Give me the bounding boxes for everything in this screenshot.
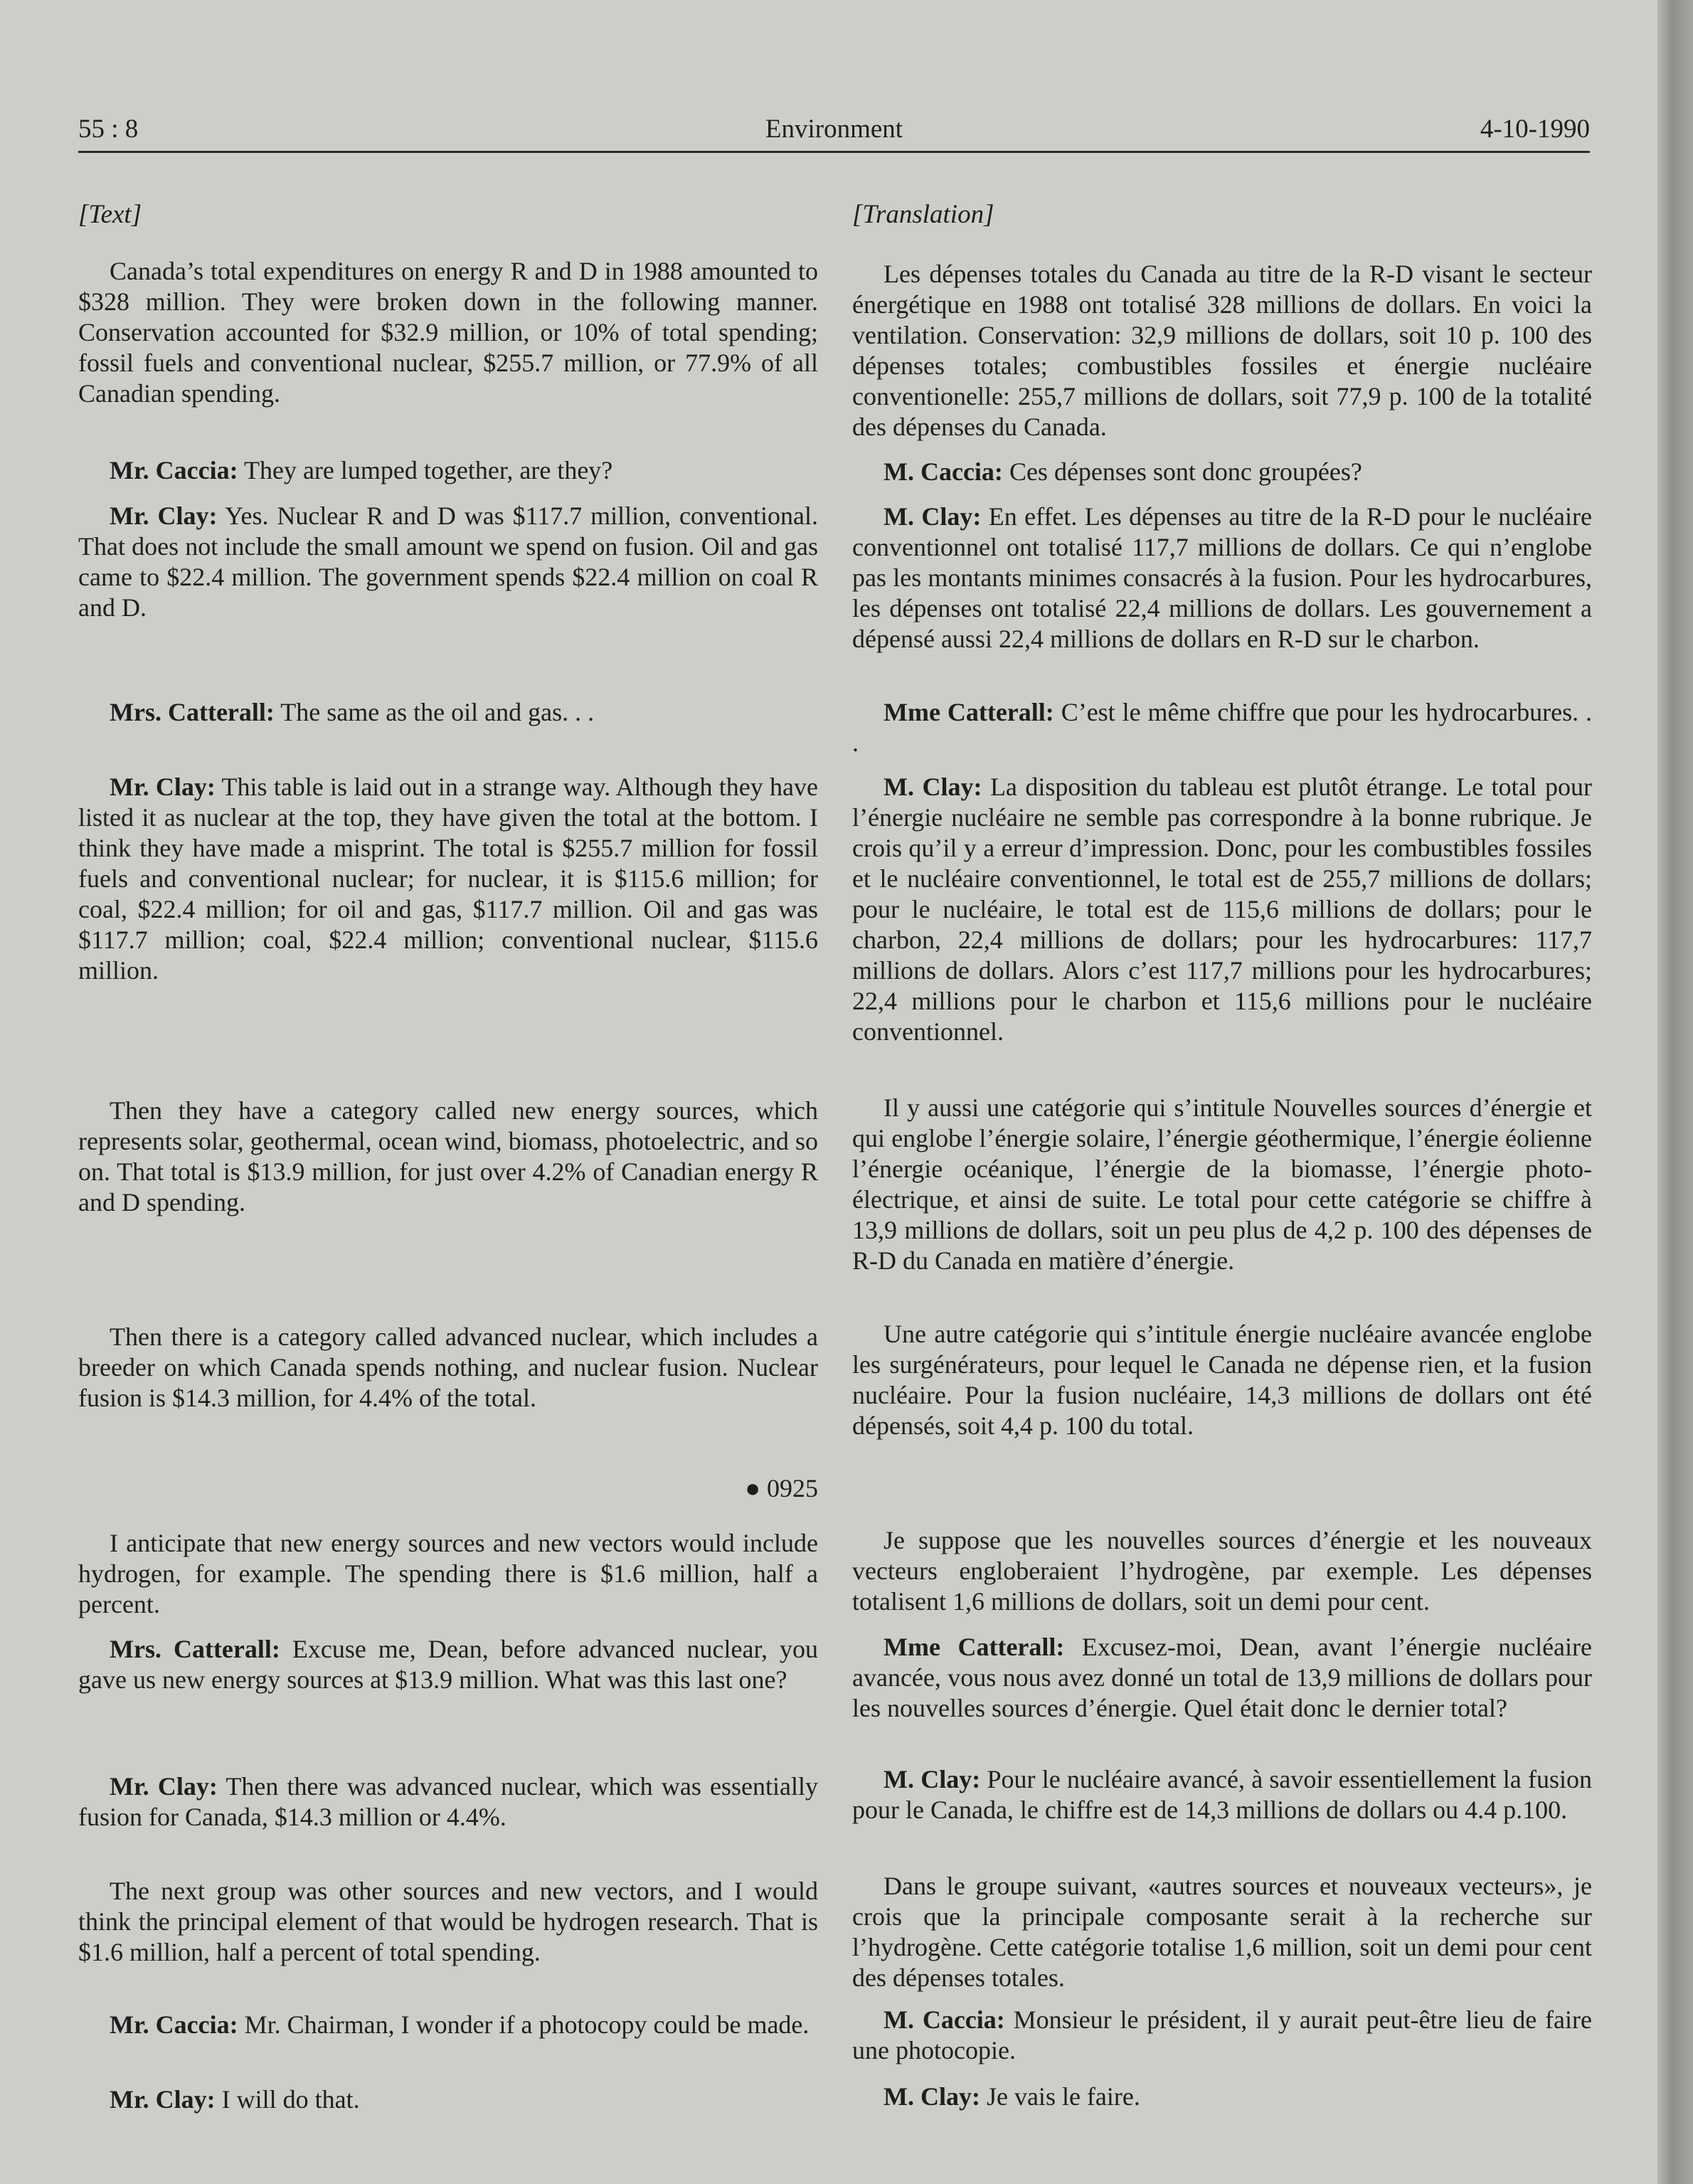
paragraph (78, 1771, 818, 1833)
paragraph (852, 2082, 1592, 2112)
paragraph-text: Excuse me, Dean, before advanced nuclear, you gave us new energy sources at $13.9 million. What was this last one? (78, 1635, 818, 1694)
paragraph-text: Dans le groupe suivant, «autres sources et nouveaux vecteurs», je crois que la principale composante serait à la recherche sur l’hydrogène. Cette catégorie totalise 1,6 million, soit un demi pour cent des dépenses totales. (852, 1872, 1592, 1992)
paragraph-text: I anticipate that new energy sources and new vectors would include hydrogen, for example. The spending there is $1.6 million, half a percent. (78, 1529, 818, 1618)
paragraph-text: Mr. Chairman, I wonder if a photocopy could be made. (244, 2010, 810, 2039)
paragraph-text: The next group was other sources and new vectors, and I would think the principal element of that would be hydrogen research. That is $1.6 million, half a percent of total spending. (78, 1877, 818, 1966)
running-title: Environment (765, 115, 903, 144)
paragraph (78, 2010, 818, 2040)
paragraph-text: Les dépenses totales du Canada au titre de la R-D visant le secteur énergétique en 1988 ont totalisé 328 millions de dollars. En voici la ventilation. Conservation: 32,9 millions de dollars, soit 10 p. 100 des dépenses totales; combustibles fossiles et énergie nucléaire conventionelle: 255,7 millions de dollars, soit 77,9 p. 100 de la totalité des dépenses du Canada. (852, 260, 1592, 441)
paragraph (852, 697, 1592, 758)
paragraph (852, 1871, 1592, 1993)
paragraph-text: Monsieur le président, il y aurait peut-être lieu de faire une photocopie. (852, 2005, 1592, 2064)
speaker-name: Mr. Caccia: (110, 456, 238, 484)
paragraph-text: This table is laid out in a strange way. Although they have listed it as nuclear at the top, they have given the total at the bottom. I think they have made a misprint. The total is $255.7 million for fossil fuels and conventional nuclear; for nuclear, it is $115.6 million; for coal, $22.4 million; for oil and gas, $117.7 million. Oil and gas was $117.7 million; coal, $22.4 million; conventional nuclear, $115.6 million. (78, 773, 818, 985)
paragraph (78, 772, 818, 986)
speaker-name: Mr. Caccia: (110, 2010, 238, 2039)
paragraph (852, 772, 1592, 1047)
paragraph-text: Pour le nucléaire avancé, à savoir essentiellement la fusion pour le Canada, le chiffre est de 14,3 millions de dollars ou 4.4 p.100. (852, 1765, 1593, 1824)
paragraph-text: Then they have a category called new energy sources, which represents solar, geothermal, ocean wind, biomass, photoelectric, and so on. That total is $13.9 million, for just over 4.2% of Canadian energy R and D spending. (78, 1096, 818, 1216)
speaker-name: M. Caccia: (883, 457, 1003, 486)
paragraph-text: I will do that. (221, 2085, 360, 2114)
paragraph-text: La disposition du tableau est plutôt étrange. Le total pour l’énergie nucléaire ne semble pas correspondre à la bonne rubrique. Je crois qu’il y a erreur d’impression. Donc, pour les combustibles fossiles et le nucléaire conventionnel, le total est de 255,7 millions de dollars; pour le nucléaire, le total est de 115,6 millions de dollars; pour le charbon, 22,4 millions de dollars; pour les hydrocarbures: 117,7 millions de dollars. Alors c’est 117,7 millions pour les hydrocarbures; 22,4 millions pour le charbon et 115,6 millions pour le nucléaire conventionnel. (852, 773, 1593, 1046)
paragraph (78, 256, 818, 409)
speaker-name: Mrs. Catterall: (110, 1635, 280, 1663)
paragraph (852, 1093, 1592, 1276)
paragraph-text: Je vais le faire. (986, 2082, 1140, 2111)
paragraph (78, 1096, 818, 1218)
paragraph (78, 2084, 818, 2115)
paragraph-text: Canada’s total expenditures on energy R and D in 1988 amounted to $328 million. They were broken down in the following manner. Conservation accounted for $32.9 million, or 10% of total spending; fossil fuels and conventional nuclear, $255.7 million, or 77.9% of all Canadian spending. (78, 257, 818, 408)
speaker-name: Mme Catterall: (883, 1633, 1065, 1661)
paragraph (852, 502, 1592, 654)
time-marker: ● 0925 (745, 1474, 818, 1502)
paragraph-text: Yes. Nuclear R and D was $117.7 million, conventional. That does not include the small amount we spend on fusion. Oil and gas came to $22.4 million. The government spends $22.4 million on coal R and D. (78, 502, 818, 622)
speaker-name: Mrs. Catterall: (110, 698, 275, 726)
paragraph (78, 697, 818, 728)
page-header (78, 114, 1590, 153)
paragraph-text: Then there was advanced nuclear, which was essentially fusion for Canada, $14.3 million or 4.4%. (78, 1772, 818, 1831)
paragraph (78, 1528, 818, 1620)
paragraph (852, 1764, 1592, 1825)
speaker-name: M. Clay: (883, 1765, 981, 1793)
paragraph (78, 1322, 818, 1414)
speaker-name: M. Clay: (883, 502, 982, 531)
speaker-name: Mme Catterall: (883, 698, 1054, 726)
paragraph (852, 1319, 1592, 1441)
text-label: [Text] (78, 200, 142, 229)
header-date: 4-10-1990 (1480, 115, 1590, 144)
paragraph-text: Il y aussi une catégorie qui s’intitule Nouvelles sources d’énergie et qui englobe l’énergie solaire, l’énergie géothermique, l’énergie éolienne l’énergie océanique, l’énergie de la biomasse, l’énergie photo-électrique, et ainsi de suite. Le total pour cette catégorie se chiffre à 13,9 millions de dollars, soit un peu plus de 4,2 p. 100 des dépenses de R-D du Canada en matière d’énergie. (852, 1093, 1592, 1275)
page-binding-edge (1657, 0, 1693, 2184)
page-number: 55 : 8 (78, 115, 139, 144)
paragraph (852, 1525, 1592, 1617)
paragraph (852, 2005, 1592, 2066)
paragraph (78, 501, 818, 623)
paragraph (78, 1634, 818, 1695)
paragraph (852, 1632, 1592, 1724)
speaker-name: Mr. Clay: (110, 2085, 216, 2114)
paragraph (852, 259, 1592, 442)
paragraph-text: Je suppose que les nouvelles sources d’énergie et les nouveaux vecteurs engloberaient l’hydrogène, par exemple. Les dépenses totalisent 1,6 millions de dollars, soit un demi pour cent. (852, 1526, 1592, 1616)
paragraph-text: Excusez-moi, Dean, avant l’énergie nucléaire avancée, vous nous avez donné un total de 13,9 millions de dollars pour les nouvelles sources d’énergie. Quel était donc le dernier total? (852, 1633, 1593, 1722)
speaker-name: Mr. Clay: (110, 1772, 218, 1801)
paragraph (78, 455, 818, 486)
paragraph-text: The same as the oil and gas. . . (280, 698, 595, 726)
paragraph-text: En effet. Les dépenses au titre de la R-D pour le nucléaire conventionnel ont totalisé 117,7 millions de dollars. Ce qui n’englobe pas les montants minimes consacrés à la fusion. Pour les hydrocarbures, les dépenses ont totalisé 22,4 millions de dollars. Les gouvernement a dépensé aussi 22,4 millions de dollars en R-D sur le charbon. (852, 502, 1592, 653)
paragraph-text: Une autre catégorie qui s’intitule énergie nucléaire avancée englobe les surgénérateurs, pour lequel le Canada ne dépense rien, et la fusion nucléaire. Pour la fusion nucléaire, 14,3 millions de dollars ont été dépensés, soit 4,4 p. 100 du total. (852, 1320, 1592, 1440)
speaker-name: M. Caccia: (883, 2005, 1005, 2034)
speaker-name: M. Clay: (883, 773, 982, 801)
paragraph-text: C’est le même chiffre que pour les hydrocarbures. . . (852, 698, 1592, 757)
paragraph (78, 1876, 818, 1968)
paragraph-text: Then there is a category called advanced nuclear, which includes a breeder on which Canada spends nothing, and nuclear fusion. Nuclear fusion is $14.3 million, for 4.4% of the total. (78, 1322, 818, 1412)
paragraph (852, 457, 1592, 487)
translation-label: [Translation] (852, 200, 994, 229)
speaker-name: Mr. Clay: (110, 502, 218, 530)
paragraph-text: They are lumped together, are they? (243, 456, 613, 484)
speaker-name: Mr. Clay: (110, 773, 216, 801)
paragraph-text: Ces dépenses sont donc groupées? (1009, 457, 1362, 486)
speaker-name: M. Clay: (883, 2082, 980, 2111)
